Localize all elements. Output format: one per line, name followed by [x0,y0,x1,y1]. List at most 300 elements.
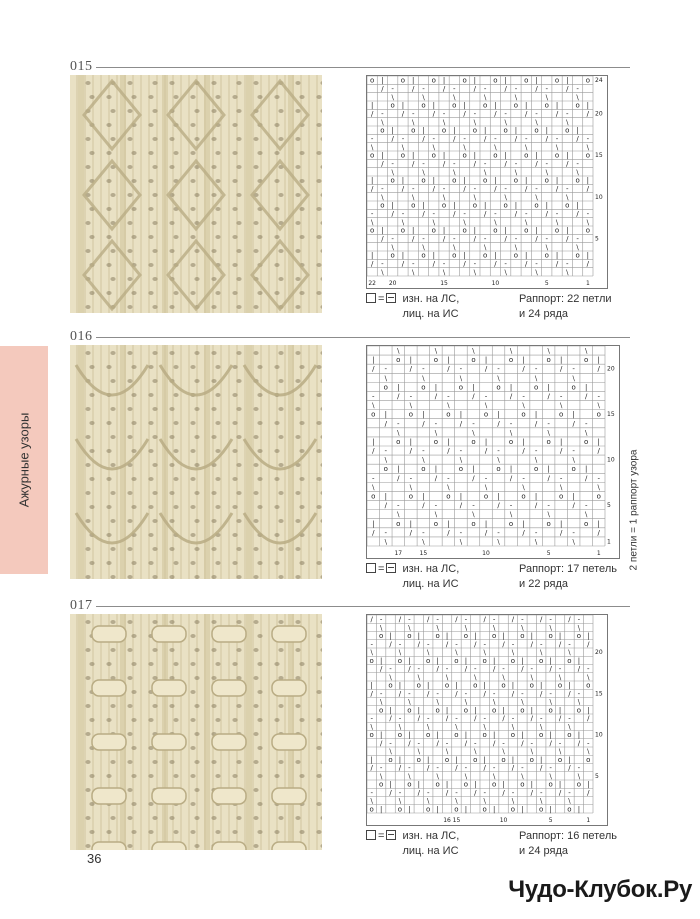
svg-text:/: / [445,640,449,649]
svg-text:/: / [463,185,466,193]
svg-text:1: 1 [607,538,611,546]
svg-text:15: 15 [440,280,448,287]
svg-text:o: o [400,151,406,160]
svg-text:o: o [369,731,374,740]
svg-text:|: | [549,805,552,814]
svg-text:\: \ [398,722,402,731]
svg-text:\: \ [408,772,411,781]
svg-text:|: | [597,356,600,365]
svg-text:/: / [408,739,411,748]
svg-text:\: \ [587,747,590,756]
svg-text:-: - [521,764,524,773]
svg-text:/: / [422,501,425,510]
svg-text:\: \ [422,168,425,177]
svg-text:o: o [383,383,388,392]
svg-text:|: | [549,731,552,740]
svg-text:/: / [577,665,581,674]
svg-text:/: / [502,640,505,649]
svg-text:o: o [396,356,401,365]
svg-text:\: \ [453,243,456,252]
svg-text:o: o [472,126,478,135]
svg-text:/: / [530,788,533,797]
svg-text:-: - [422,160,425,168]
svg-text:-: - [547,419,550,428]
svg-text:/: / [412,160,415,168]
svg-text:|: | [474,780,477,789]
svg-text:o: o [462,151,467,160]
svg-text:|: | [398,755,402,764]
svg-text:/: / [408,665,411,674]
svg-text:|: | [422,492,425,501]
svg-text:\: \ [492,772,496,781]
svg-text:\: \ [525,143,528,152]
svg-text:/: / [545,135,548,143]
svg-text:/: / [474,788,477,797]
svg-text:1: 1 [585,280,590,287]
svg-text:20: 20 [595,110,603,118]
svg-text:o: o [452,101,457,110]
svg-text:\: \ [422,93,425,102]
svg-text:/: / [535,235,538,243]
svg-text:|: | [566,151,569,160]
svg-text:\: \ [434,510,438,519]
svg-text:|: | [502,632,505,641]
svg-text:/: / [389,640,392,649]
svg-text:|: | [379,656,383,665]
svg-text:/: / [389,788,392,797]
svg-text:\: \ [497,374,500,383]
svg-text:o: o [544,251,549,260]
lace-pattern-image [70,614,322,850]
svg-text:-: - [411,110,415,118]
svg-text:o: o [544,101,549,110]
svg-text:-: - [555,210,559,218]
svg-text:\: \ [463,143,466,152]
svg-text:/: / [459,501,463,510]
svg-text:-: - [511,640,515,649]
svg-text:\: \ [577,623,581,632]
svg-text:o: o [388,681,393,690]
svg-text:/: / [384,501,387,510]
svg-text:/: / [572,501,575,510]
svg-text:\: \ [412,268,415,277]
svg-text:-: - [502,665,505,674]
svg-text:17: 17 [394,550,403,557]
svg-text:|: | [568,755,571,764]
knit-chart-015 [366,75,608,289]
svg-text:|: | [412,151,415,160]
svg-text:/: / [587,788,590,797]
svg-text:-: - [473,185,477,193]
svg-text:-: - [381,110,384,118]
svg-text:/: / [370,260,374,268]
svg-text:o: o [491,780,497,789]
svg-text:|: | [459,410,463,419]
site-watermark: Чудо-Клубок.Ру [508,876,692,903]
svg-text:o: o [421,176,426,185]
svg-text:|: | [492,731,496,740]
svg-text:-: - [474,665,477,674]
svg-text:|: | [401,101,405,110]
svg-text:|: | [494,251,497,260]
svg-text:-: - [534,447,538,456]
svg-text:|: | [384,492,387,501]
repeat-info-015 [519,292,612,322]
svg-text:o: o [539,805,544,814]
svg-text:/: / [547,474,550,483]
svg-text:-: - [436,764,439,773]
svg-text:-: - [545,235,549,243]
chart-grid [367,76,607,288]
svg-text:-: - [566,110,569,118]
svg-text:\: \ [545,168,548,177]
svg-text:/: / [391,135,394,143]
svg-text:1: 1 [586,817,591,824]
svg-text:|: | [530,780,533,789]
svg-text:-: - [494,135,497,143]
svg-text:-: - [384,365,388,374]
svg-text:-: - [391,235,394,243]
svg-text:|: | [412,226,415,235]
svg-text:o: o [378,632,384,641]
svg-text:o: o [533,383,539,392]
svg-text:|: | [597,519,600,528]
svg-text:|: | [535,76,538,85]
svg-text:/: / [483,615,486,624]
svg-text:-: - [483,714,486,723]
svg-text:o: o [567,805,572,814]
svg-text:\: \ [389,747,392,756]
svg-text:-: - [483,160,487,168]
svg-text:-: - [504,185,507,193]
svg-text:-: - [572,528,575,537]
svg-text:/: / [409,528,413,537]
svg-text:-: - [434,419,438,428]
svg-text:/: / [370,764,373,773]
svg-text:\: \ [535,118,538,127]
svg-text:|: | [586,101,590,110]
svg-text:o: o [554,76,560,85]
svg-text:|: | [559,437,563,446]
svg-text:|: | [417,706,420,715]
svg-text:o: o [559,410,564,419]
svg-text:|: | [522,356,525,365]
svg-text:o: o [482,176,488,185]
svg-text:/: / [585,392,588,401]
svg-text:/: / [558,788,562,797]
svg-text:-: - [577,764,581,773]
svg-text:\: \ [597,483,600,492]
svg-text:-: - [436,689,439,698]
svg-text:/: / [442,235,446,243]
svg-text:/: / [398,689,402,698]
svg-text:-: - [408,689,411,698]
repeat-side-note: 2 петли = 1 раппорт узора [628,449,640,571]
svg-text:|: | [540,755,543,764]
svg-text:|: | [484,356,488,365]
svg-text:-: - [584,419,588,428]
svg-text:|: | [464,805,468,814]
svg-text:/: / [555,260,559,268]
svg-text:\: \ [453,93,456,102]
svg-text:\: \ [597,401,600,410]
svg-text:|: | [566,226,569,235]
svg-text:\: \ [558,747,562,756]
svg-text:o: o [397,656,403,665]
svg-text:|: | [417,780,420,789]
svg-text:\: \ [514,168,518,177]
svg-text:o: o [369,805,374,814]
svg-text:\: \ [530,673,533,682]
svg-text:o: o [446,492,451,501]
svg-text:o: o [421,465,426,474]
svg-text:|: | [472,383,475,392]
svg-text:o: o [567,731,572,740]
svg-text:|: | [432,251,435,260]
svg-text:|: | [398,681,402,690]
svg-text:|: | [453,201,456,210]
svg-text:20: 20 [595,649,603,657]
svg-text:/: / [555,110,559,118]
svg-text:\: \ [511,797,515,806]
svg-text:/: / [472,392,475,401]
svg-text:|: | [463,251,466,260]
svg-text:/: / [422,419,425,428]
svg-text:/: / [540,689,543,698]
svg-text:|: | [370,101,374,110]
svg-text:|: | [577,805,581,814]
svg-text:/: / [447,528,450,537]
svg-text:-: - [483,788,486,797]
svg-text:5: 5 [544,280,549,287]
svg-text:|: | [534,492,538,501]
svg-text:\: \ [370,797,373,806]
svg-text:|: | [447,437,450,446]
svg-text:|: | [484,437,488,446]
svg-text:\: \ [459,537,463,546]
svg-text:|: | [504,226,507,235]
side-tab [0,346,48,574]
repeat-line-1: Раппорт: 17 петель [519,563,617,575]
svg-text:-: - [391,85,394,93]
svg-text:-: - [530,665,534,674]
svg-text:o: o [441,201,447,210]
chart-grid [367,615,607,825]
svg-text:o: o [483,410,489,419]
svg-text:-: - [398,788,402,797]
svg-text:/: / [504,235,507,243]
svg-text:|: | [379,805,383,814]
svg-text:/: / [494,260,497,268]
legend-line-2: лиц. на ИС [402,308,459,320]
svg-text:-: - [484,392,488,401]
svg-text:-: - [442,185,446,193]
svg-text:\: \ [568,797,571,806]
svg-text:\: \ [473,193,477,202]
svg-text:/: / [522,447,525,456]
svg-text:\: \ [497,456,500,465]
svg-text:-: - [483,640,486,649]
svg-text:/: / [566,85,569,93]
svg-text:|: | [453,126,456,135]
svg-text:-: - [497,365,500,374]
svg-text:o: o [585,151,591,160]
svg-text:/: / [568,689,571,698]
svg-text:10: 10 [595,193,603,201]
svg-text:/: / [511,689,515,698]
svg-text:/: / [484,528,488,537]
svg-text:/: / [585,474,588,483]
svg-text:-: - [577,615,581,624]
svg-text:|: | [389,632,392,641]
svg-text:/: / [379,665,383,674]
svg-text:\: \ [464,772,468,781]
svg-text:/: / [504,160,507,168]
svg-text:|: | [509,383,513,392]
svg-text:\: \ [472,347,475,356]
svg-text:\: \ [379,698,383,707]
svg-text:/: / [442,160,446,168]
svg-text:/: / [434,474,438,483]
empty-cell-icon [366,563,376,573]
svg-text:o: o [508,519,514,528]
svg-text:\: \ [398,648,402,657]
svg-text:-: - [492,615,496,624]
svg-text:/: / [370,110,374,118]
svg-text:o: o [534,201,539,210]
svg-text:o: o [491,632,497,641]
svg-text:-: - [447,392,450,401]
repeat-line-1: Раппорт: 16 петель [519,830,617,842]
svg-text:-: - [379,764,383,773]
svg-text:\: \ [391,93,394,102]
svg-text:-: - [535,185,538,193]
svg-text:\: \ [397,347,400,356]
svg-text:\: \ [483,168,487,177]
svg-text:|: | [521,731,524,740]
svg-text:\: \ [370,218,374,227]
svg-text:o: o [369,151,375,160]
svg-text:\: \ [577,698,581,707]
svg-text:o: o [454,731,459,740]
svg-text:/: / [576,135,579,143]
svg-text:o: o [482,805,487,814]
svg-text:\: \ [586,143,590,152]
svg-text:/: / [586,260,590,268]
svg-text:\: \ [422,456,425,465]
svg-text:o: o [576,780,582,789]
svg-text:-: - [436,615,439,624]
svg-text:o: o [396,437,401,446]
svg-text:|: | [514,201,518,210]
svg-text:|: | [412,76,415,85]
svg-text:-: - [459,447,463,456]
svg-text:\: \ [577,772,581,781]
svg-text:/: / [445,714,449,723]
svg-text:-: - [409,474,413,483]
svg-text:o: o [575,101,580,110]
svg-text:\: \ [442,268,446,277]
svg-text:/: / [398,764,402,773]
svg-text:-: - [379,615,383,624]
svg-text:\: \ [514,93,518,102]
svg-text:\: \ [370,143,374,152]
svg-text:o: o [441,126,447,135]
svg-text:/: / [522,365,525,374]
svg-text:/: / [422,135,425,143]
svg-text:/: / [492,739,496,748]
svg-text:-: - [514,235,518,243]
svg-text:-: - [577,689,581,698]
svg-text:-: - [408,615,411,624]
svg-text:o: o [571,383,576,392]
svg-text:-: - [398,714,402,723]
svg-text:o: o [565,201,570,210]
svg-text:\: \ [555,143,559,152]
knit-photo-016 [70,345,322,579]
svg-text:o: o [567,656,572,665]
svg-text:-: - [521,615,524,624]
svg-text:-: - [572,447,575,456]
svg-text:16: 16 [443,817,451,824]
svg-text:\: \ [555,218,559,227]
svg-text:-: - [549,764,552,773]
svg-text:|: | [381,226,384,235]
svg-text:/: / [577,739,581,748]
svg-text:-: - [484,474,488,483]
svg-text:-: - [442,110,446,118]
svg-text:o: o [584,356,589,365]
svg-text:o: o [521,492,526,501]
svg-text:o: o [534,126,539,135]
svg-text:/: / [534,501,538,510]
svg-text:/: / [494,185,497,193]
legend-line-1: изн. на ЛС, [402,563,460,575]
svg-text:|: | [547,383,550,392]
svg-text:|: | [401,176,405,185]
repeat-info-017 [519,829,617,859]
svg-text:-: - [576,235,579,243]
svg-text:o: o [383,465,388,474]
svg-text:|: | [436,656,439,665]
section-rule-016 [70,337,630,338]
svg-text:o: o [501,681,506,690]
svg-text:/: / [412,235,415,243]
svg-text:|: | [409,437,413,446]
svg-text:\: \ [572,456,575,465]
svg-text:\: \ [547,510,550,519]
svg-text:|: | [391,126,394,135]
svg-text:o: o [416,681,421,690]
svg-text:-: - [432,210,436,218]
svg-text:-: - [511,714,515,723]
svg-text:-: - [371,392,375,401]
svg-text:o: o [493,76,498,85]
svg-text:-: - [524,210,528,218]
svg-text:-: - [522,474,525,483]
svg-text:/: / [372,447,375,456]
svg-text:-: - [545,160,549,168]
svg-text:-: - [576,85,579,93]
svg-text:/: / [455,689,458,698]
svg-text:|: | [397,383,400,392]
svg-text:-: - [398,640,402,649]
svg-text:\: \ [509,510,513,519]
svg-text:o: o [421,101,426,110]
svg-text:/: / [566,160,569,168]
svg-text:\: \ [576,168,579,177]
svg-text:/: / [492,665,496,674]
